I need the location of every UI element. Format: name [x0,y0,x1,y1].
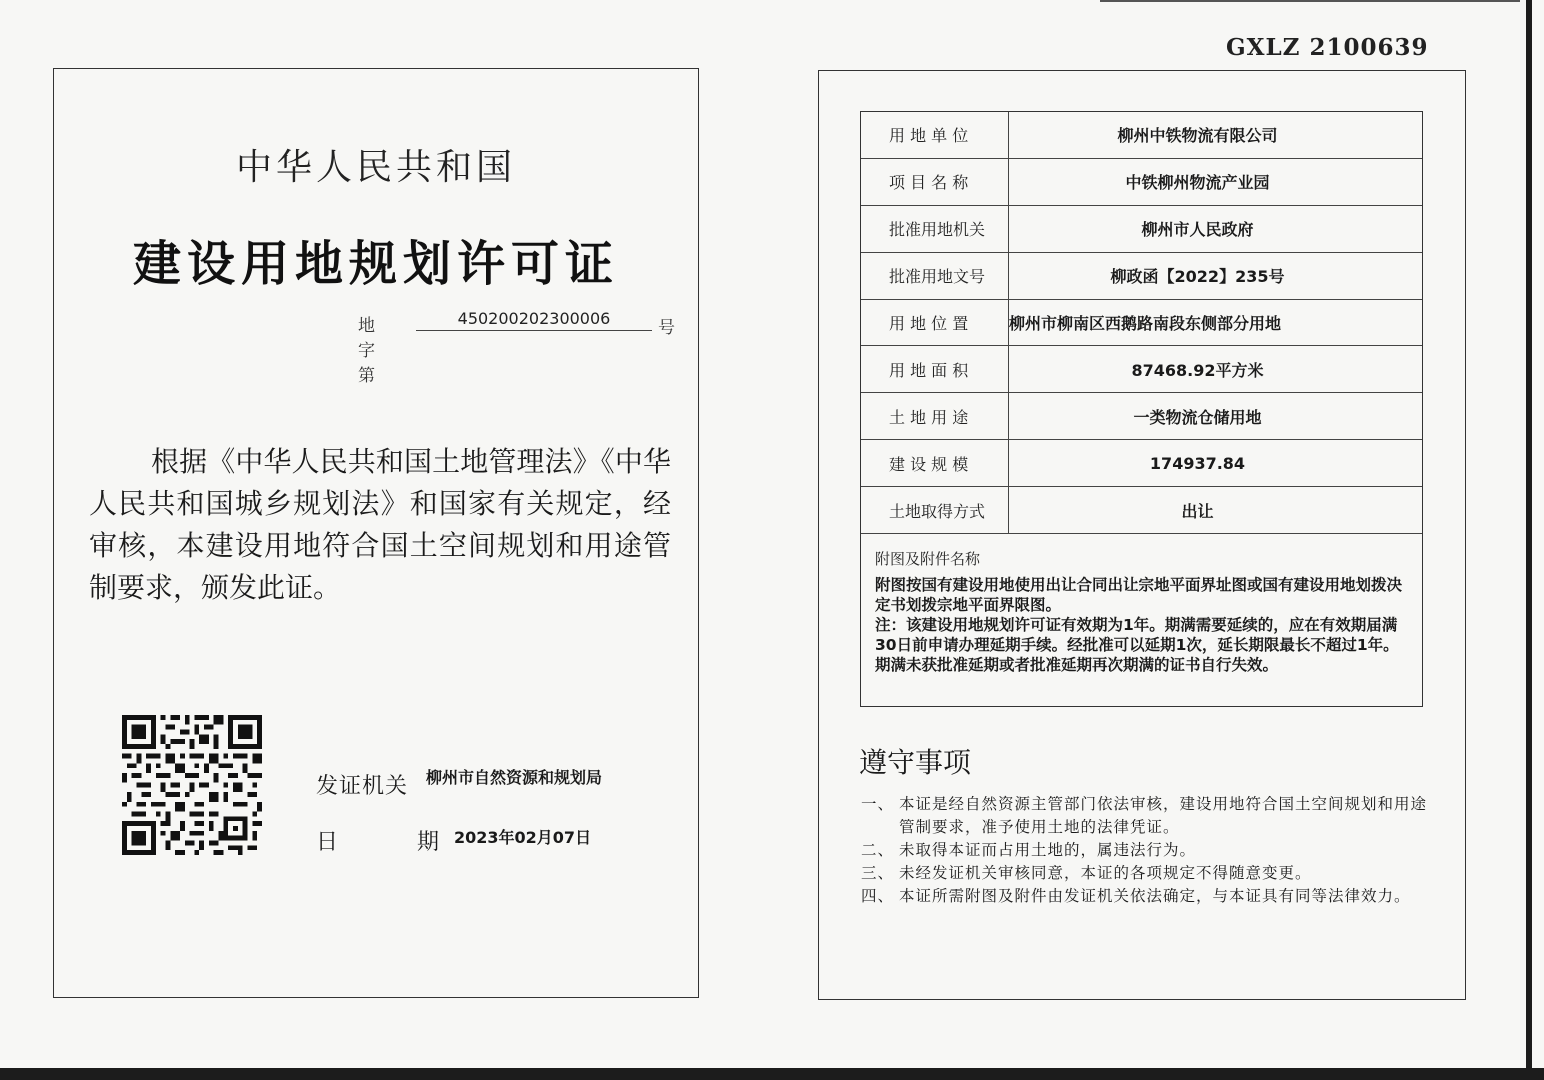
table-row [861,393,1422,440]
serial-number: GXLZ 2100639 [1226,34,1429,61]
date-value: 2023年02月07日 [454,828,592,847]
row-value: 柳政函【2022】235号 [1110,267,1285,287]
certificate-title: 建设用地规划许可证 [132,236,619,292]
date-label: 日 期 [316,830,475,855]
issuer-label: 发证机关 [316,774,409,799]
row-value: 一类物流仓储用地 [1133,407,1262,427]
attachments-heading: 附图及附件名称 [875,550,981,569]
row-value: 柳州市人民政府 [1141,220,1254,240]
permit-suffix: 号 [658,318,675,338]
validity-note: 注：该建设用地规划许可证有效期为1年。期满需要延续的，应在有效期届满30日前申请办理延期手续。经批准可以延期1次，延长期限最长不超过1年。期满未获批准延期或者批准延期再次期满的证书自行失效。 [875,616,1399,675]
row-label: 用 地 位 置 [861,300,1009,346]
row-value: 柳州市柳南区西鹅路南段东侧部分用地 [1009,314,1282,333]
row-label: 用 地 单 位 [861,112,1009,158]
attachments-section [861,534,1422,706]
rule-number: 二、 [861,841,895,859]
list-item [861,885,1437,908]
details-table [860,111,1423,707]
scan-edge-bottom [0,1068,1544,1080]
permit-number: 450200202300006 [416,309,652,331]
table-row [861,440,1422,487]
table-row [861,159,1422,206]
scan-edge-right [1526,0,1532,1080]
certificate-details-page [818,70,1466,1000]
certificate-cover-page [53,68,699,998]
list-item [861,793,1437,839]
row-value: 中铁柳州物流产业园 [1125,173,1270,193]
row-label: 批准用地机关 [861,206,1009,252]
table-row [861,253,1422,300]
row-value: 174937.84 [1149,453,1246,473]
row-label: 建 设 规 模 [861,440,1009,486]
table-row [861,487,1422,534]
rule-number: 三、 [861,864,895,882]
row-label: 土地取得方式 [861,487,1009,533]
certificate-statement: 根据《中华人民共和国土地管理法》《中华人民共和国城乡规划法》和国家有关规定，经审核，本建设用地符合国土空间规划和用途管制要求，颁发此证。 [89,445,671,604]
rules-list [861,793,1437,908]
permit-prefix: 地字第 [358,316,375,386]
row-label: 批准用地文号 [861,253,1009,299]
table-row [861,206,1422,253]
row-value: 出让 [1181,501,1214,521]
rules-title: 遵守事项 [859,746,972,779]
rule-text: 未取得本证而占用土地的，属违法行为。 [899,841,1197,859]
list-item [861,862,1437,885]
rule-text: 未经发证机关审核同意，本证的各项规定不得随意变更。 [899,864,1312,882]
rule-number: 一、 [861,795,895,813]
country-name: 中华人民共和国 [235,147,516,188]
rule-text: 本证所需附图及附件由发证机关依法确定，与本证具有同等法律效力。 [899,887,1411,905]
row-value: 87468.92平方米 [1131,360,1264,380]
row-label: 土 地 用 途 [861,393,1009,439]
table-row [861,346,1422,393]
rule-text: 本证是经自然资源主管部门依法审核，建设用地符合国土空间规划和用途管制要求，准予使用土地的法律凭证。 [899,795,1428,836]
issuer-value: 柳州市自然资源和规划局 [426,768,603,787]
row-label: 用 地 面 积 [861,346,1009,392]
attachments-text: 附图按国有建设用地使用出让合同出让宗地平面界址图或国有建设用地划拨决定书划拨宗地平面界限图。 [875,576,1403,615]
row-value: 柳州中铁物流有限公司 [1117,126,1278,146]
table-row [861,300,1422,347]
list-item [861,839,1437,862]
rule-number: 四、 [861,887,895,905]
table-row [861,112,1422,159]
qr-code-icon [122,715,262,855]
scan-edge-line [1100,0,1520,2]
row-label: 项 目 名 称 [861,159,1009,205]
